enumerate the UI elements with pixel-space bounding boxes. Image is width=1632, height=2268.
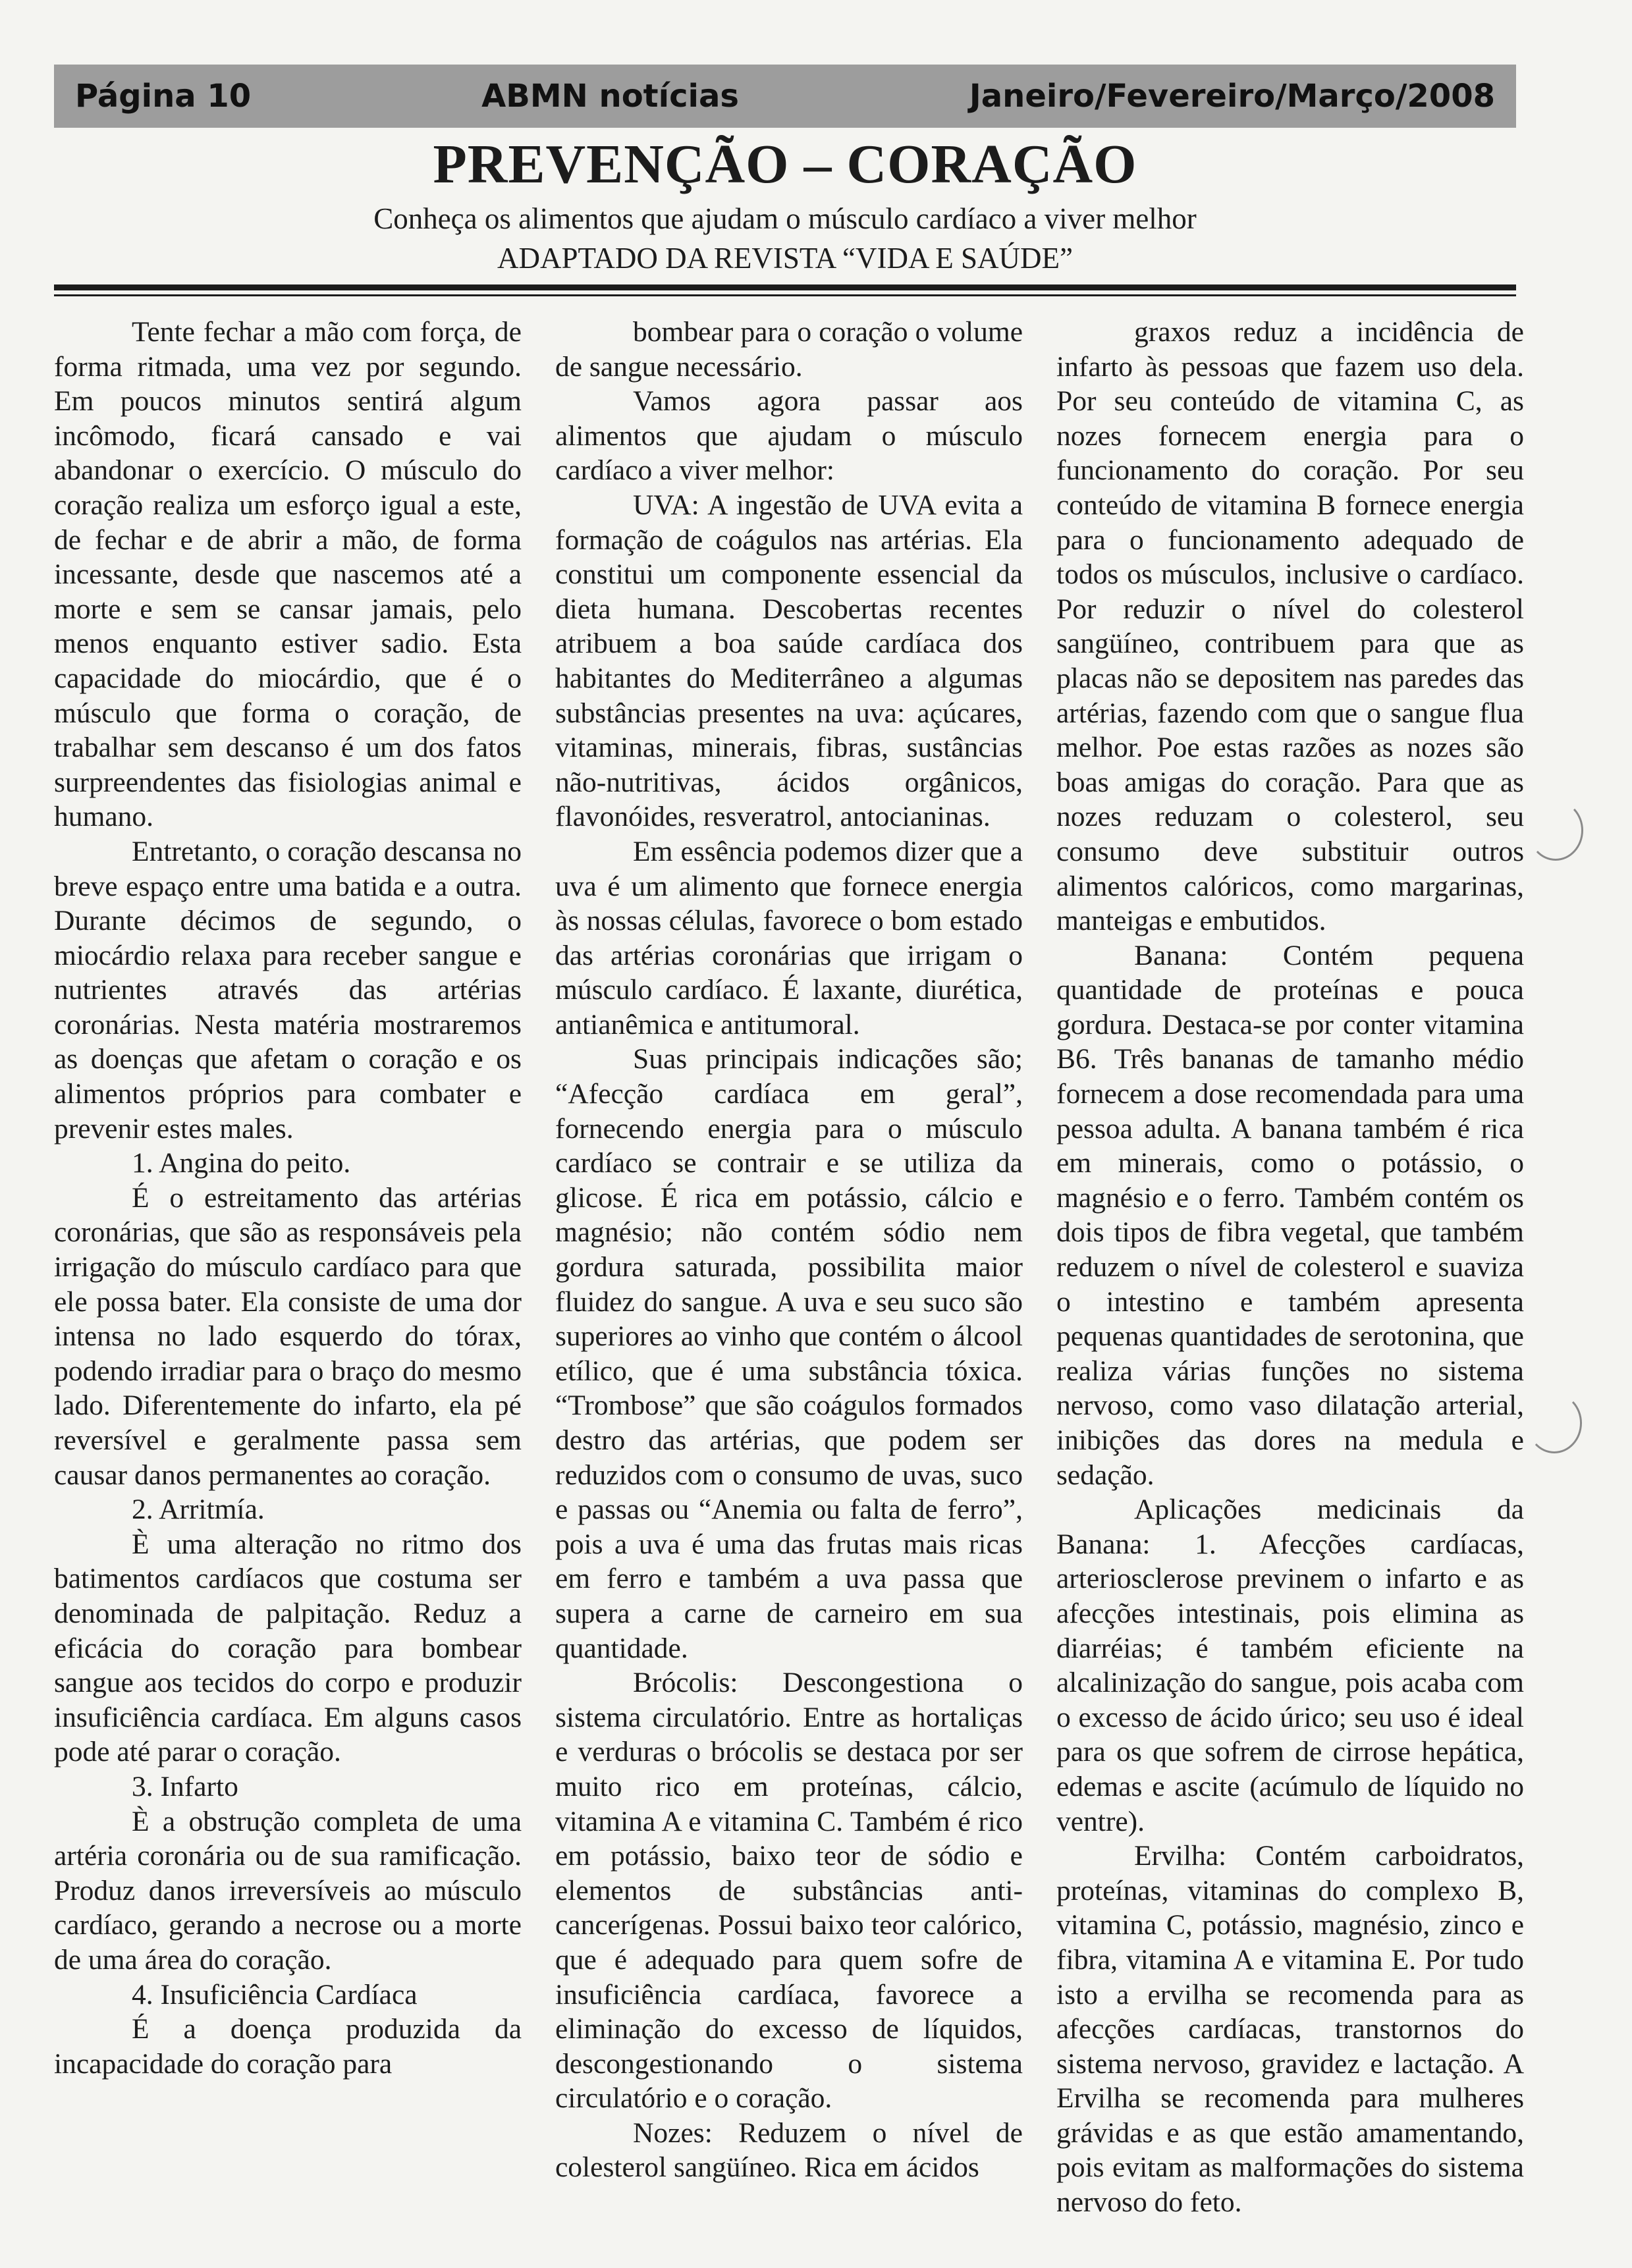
title-rule-thick — [54, 284, 1516, 290]
article-paragraph: bombear para o coração o volume de sangue necessário. — [555, 316, 1023, 383]
publication-name: ABMN notícias — [481, 78, 739, 115]
article-paragraph: Entretanto, o coração descansa no breve espaço entre uma batida e a outra. Durante décimos de segundo, o miocárdio relaxa para receber sangue e nutrientes através das artérias coronárias. Nesta matéria mostraremos as doenças que afetam o coração e os alimentos próprios para combater e prevenir estes males. — [54, 835, 522, 1145]
article-title: PREVENÇÃO – CORAÇÃO — [433, 134, 1137, 195]
article-paragraph: Banana: Contém pequena quantidade de proteínas e pouca gordura. Destaca-se por conter vitamina B6. Três bananas de tamanho médio fornecem a dose recomendada para uma pessoa adulta. A banana também é rica em minerais, como o potássio, o magnésio e o ferro. Também contém os dois tipos de fibra vegetal, que também reduzem o nível de colesterol e suaviza o intestino e também apresenta pequenas quantidades de serotonina, que realiza várias funções no sistema nervoso, como vaso dilatação arterial, inibições das dores na medula e sedação. — [1056, 939, 1524, 1491]
article-paragraph: Aplicações medicinais da Banana: 1. Afecções cardíacas, arteriosclerose previnem o infarto e as afecções intestinais, pois elimina as diarréias; é também eficiente na alcalinização do sangue, pois acaba com o excesso de ácido úrico; seu uso é ideal para os que sofrem de cirrose hepática, edemas e ascite (acúmulo de líquido no ventre). — [1056, 1494, 1524, 1837]
article-paragraph: È a obstrução completa de uma artéria coronária ou de sua ramificação. Produz danos irreversíveis ao músculo cardíaco, gerando a necrose ou a morte de uma área do coração. — [54, 1805, 522, 1976]
article-paragraph: Vamos agora passar aos alimentos que ajudam o músculo cardíaco a viver melhor: — [555, 385, 1023, 487]
article-paragraph: Suas principais indicações são; “Afecção cardíaca em geral”, fornecendo energia para o músculo cardíaco se contrair e se utiliza da glicose. É rica em potássio, cálcio e magnésio; não contém sódio nem gordura saturada, possibilita maior fluidez do sangue. A uva e seu suco são superiores ao vinho que contém o álcool etílico, que é uma substância tóxica. “Trombose” que são coágulos formados destro das artérias, que podem ser reduzidos com o consumo de uvas, suco e passas ou “Anemia ou falta de ferro”, pois a uva é uma das frutas mais ricas em ferro e também a uva passa que supera a carne de carneiro em sua quantidade. — [555, 1043, 1023, 1664]
binder-hole-mark — [1528, 800, 1583, 861]
article-subtitle: Conheça os alimentos que ajudam o músculo cardíaco a viver melhor — [373, 202, 1197, 235]
article-paragraph: È uma alteração no ritmo dos batimentos cardíacos que costuma ser denominada de palpitação. Reduz a eficácia do coração para bombear sangue aos tecidos do corpo e produzir insuficiência cardíaca. Em alguns casos pode até parar o coração. — [54, 1528, 522, 1768]
issue-date: Janeiro/Fevereiro/Março/2008 — [969, 78, 1495, 115]
article-paragraph: 3. Infarto — [132, 1770, 238, 1802]
page-number: Página 10 — [75, 78, 252, 115]
article-paragraph: Tente fechar a mão com força, de forma ritmada, uma vez por segundo. Em poucos minutos sentirá algum incômodo, ficará cansado e vai abandonar o exercício. O músculo do coração realiza um esforço igual a este, de fechar e de abrir a mão, de forma incessante, desde que nascemos até a morte e sem se cansar jamais, pelo menos enquanto estiver sadio. Esta capacidade do miocárdio, que é o músculo que forma o coração, de trabalhar sem descanso é um dos fatos surpreendentes das fisiologias animal e humano. — [54, 316, 522, 833]
binder-hole-mark — [1527, 1393, 1582, 1453]
article-paragraph: 1. Angina do peito. — [132, 1147, 351, 1179]
article-paragraph: UVA: A ingestão de UVA evita a formação de coágulos nas artérias. Ela constitui um componente essencial da dieta humana. Descobertas recentes atribuem a boa saúde cardíaca dos habitantes do Mediterrâneo a algumas substâncias presentes na uva: açúcares, vitaminas, minerais, fibras, sustâncias não-nutritivas, ácidos orgânicos, flavonóides, resveratrol, antocianinas. — [555, 489, 1023, 833]
article-paragraph: Ervilha: Contém carboidratos, proteínas, vitaminas do complexo B, vitamina C, potássio, magnésio, zinco e fibra, vitamina A e vitamina E. Por tudo isto a ervilha se recomenda para as afecções cardíacas, transtornos do sistema nervoso, gravidez e lactação. A Ervilha se recomenda para mulheres grávidas e as que estão amamentando, pois evitam as malformações do sistema nervoso do feto. — [1056, 1840, 1524, 2219]
title-rule-thin — [54, 294, 1516, 296]
article-paragraph: 2. Arritmía. — [132, 1494, 265, 1526]
article-column-3 — [1056, 315, 1524, 2220]
article-paragraph: Em essência podemos dizer que a uva é um alimento que fornece energia às nossas células, favorece o bom estado das artérias coronárias que irrigam o músculo cardíaco. É laxante, diurética, antianêmica e antitumoral. — [555, 835, 1023, 1040]
article-column-1 — [54, 315, 522, 2081]
article-credit: ADAPTADO DA REVISTA “VIDA E SAÚDE” — [497, 242, 1073, 275]
article-paragraph: Brócolis: Descongestiona o sistema circulatório. Entre as hortaliças e verduras o brócolis se destaca por ser muito rico em proteínas, cálcio, vitamina A e vitamina C. Também é rico em potássio, baixo teor de sódio e elementos de substâncias anti-cancerígenas. Possui baixo teor calórico, que é adequado para quem sofre de insuficiência cardíaca, favorece a eliminação do excesso de líquidos, descongestionando o sistema circulatório e o coração. — [555, 1667, 1023, 2115]
article-paragraph: É o estreitamento das artérias coronárias, que são as responsáveis pela irrigação do músculo cardíaco para que ele possa bater. Ela consiste de uma dor intensa no lado esquerdo do tórax, podendo irradiar para o braço do mesmo lado. Diferentemente do infarto, ela pé reversível e geralmente passa sem causar danos permanentes ao coração. — [54, 1181, 522, 1491]
article-paragraph: graxos reduz a incidência de infarto às pessoas que fazem uso dela. Por seu conteúdo de vitamina C, as nozes fornecem energia para o funcionamento do coração. Por seu conteúdo de vitamina B fornece energia para o funcionamento adequado de todos os músculos, inclusive o cardíaco. Por reduzir o nível do colesterol sangüíneo, contribuem para que as placas não se depositem nas paredes das artérias, fazendo com que o sangue flua melhor. Poe estas razões as nozes são boas amigas do coração. Para que as nozes reduzam o colesterol, seu consumo deve substituir outros alimentos calóricos, como margarinas, manteigas e embutidos. — [1056, 316, 1524, 937]
article-paragraph: 4. Insuficiência Cardíaca — [132, 1978, 418, 2011]
article-paragraph: Nozes: Reduzem o nível de colesterol sangüíneo. Rica em ácidos — [555, 2117, 1023, 2184]
page-header-bar — [54, 65, 1516, 128]
article-column-2 — [555, 315, 1023, 2185]
article-paragraph: É a doença produzida da incapacidade do coração para — [54, 2013, 522, 2080]
